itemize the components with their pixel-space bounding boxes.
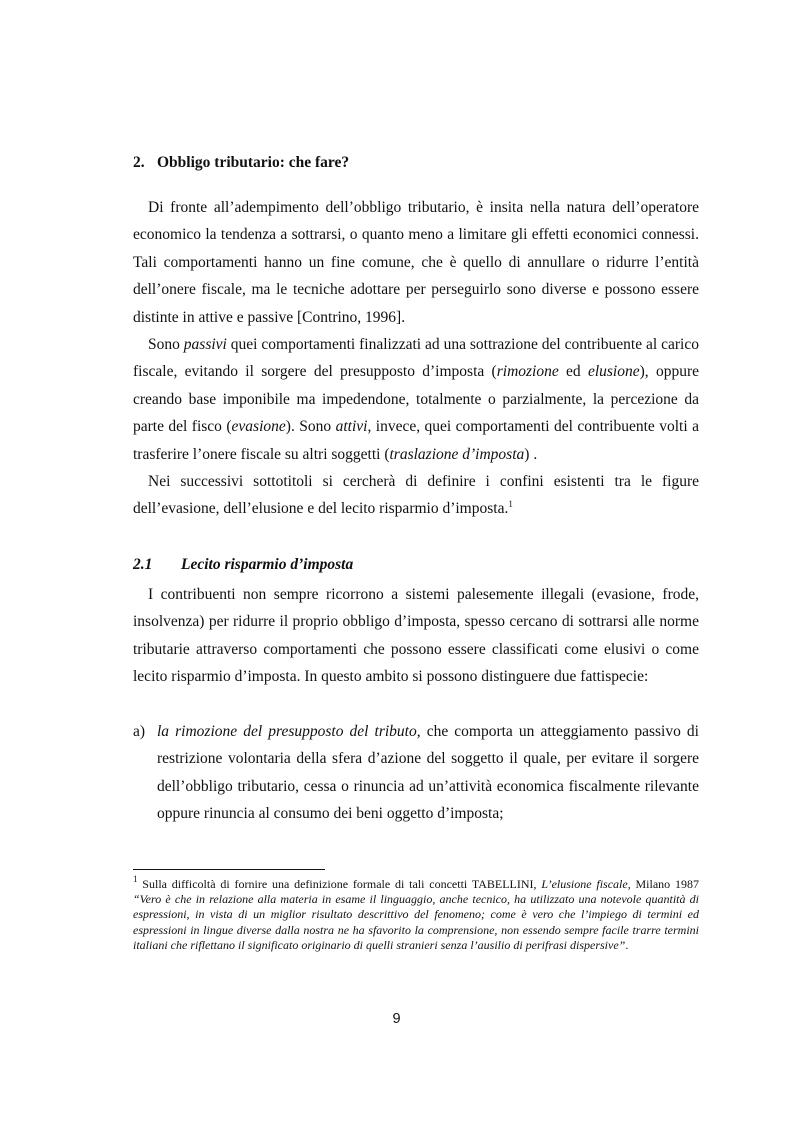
subsection-heading: [133, 555, 353, 575]
footnote-text: Sulla difficoltà di fornire una definizione formale di tali concetti TABELLINI,: [137, 877, 542, 891]
paragraph-4: I contribuenti non sempre ricorrono a sistemi palesemente illegali (evasione, frode, insolvenza) per ridurre il proprio obbligo d’imposta, spesso cercano di sottrarsi alle norme tributarie attraverso comportamenti che possono essere classificati come elusivi o come lecito risparmio d’imposta. In questo ambito si possono distinguere due fattispecie:: [133, 586, 699, 686]
fattispecie-list: [133, 718, 699, 828]
list-item: [133, 718, 699, 828]
paragraph-3: [133, 468, 699, 523]
p2-text: ) .: [524, 445, 538, 463]
p2-emphasis-evasione: evasione: [231, 418, 286, 436]
footnote-number: 1: [133, 874, 138, 884]
p2-emphasis-attivi: attivi: [335, 418, 368, 436]
paragraph-2: [133, 331, 699, 468]
footnote-end: .: [625, 937, 629, 952]
subsection-number: 2.1: [133, 556, 153, 573]
footnote: [133, 874, 699, 953]
p2-emphasis-rimozione: rimozione: [496, 363, 559, 381]
p2-text: quei comportamenti finalizzati ad una sottrazione del contribuente al carico fiscale, evitando il sorgere del presupposto d’imposta (: [133, 336, 699, 381]
footnote-quote: “Vero è che in relazione alla materia in esame il linguaggio, anche tecnico, ha utilizzato una notevole quantità di espressioni, in vista di un miglior risultato descrittivo del fenomeno; come è vero che l’impiego di termini ed espressioni in lingue diverse dalla nostra ne ha sfavorito la comprensione, non essendo sempre facile trarre termini italiani che riflettano il significato originario di quelli stranieri senza l’ausilio di perifrasi dispersive”: [133, 892, 699, 952]
footnote-separator: [133, 869, 325, 870]
section-heading: [133, 153, 349, 173]
p2-emphasis-elusione: elusione: [587, 363, 640, 381]
list-marker: a): [133, 723, 146, 740]
p2-text: Sono: [148, 336, 184, 354]
p2-text: ), oppure creando base imponibile ma impedendone, totalmente o parzialmente, la percezione da parte del fisco (: [133, 363, 699, 436]
subsection-body: [133, 581, 699, 691]
section-number: 2.: [133, 154, 145, 171]
paragraph-1: Di fronte all’adempimento dell’obbligo tributario, è insita nella natura dell’operatore economico la tendenza a sottrarsi, o quanto meno a limitare gli effetti economici connessi. Tali comportamenti hanno un fine comune, che è quello di annullare o ridurre l’entità dell’onere fiscale, ma le tecniche adottare per perseguirlo sono diverse e possono essere distinte in attive e passive [Contrino, 1996].: [133, 199, 699, 326]
subsection-title: Lecito risparmio d’imposta: [181, 556, 354, 573]
footnote-source-title: L’elusione fiscale: [541, 877, 628, 891]
p2-text: , invece, quei comportamenti del contribuente volti a trasferire l’onere fiscale su altri soggetti (: [133, 418, 699, 463]
footnote-text-after: , Milano 1987: [627, 877, 699, 891]
p2-text: ). Sono: [285, 418, 336, 436]
list-item-emphasis: la rimozione del presupposto del tributo: [157, 723, 417, 740]
p3-text: Nei successivi sottotitoli si cercherà di definire i confini esistenti tra le figure dell’evasione, dell’elusione e del lecito risparmio d’imposta.: [133, 473, 699, 518]
page-number: 9: [392, 1011, 401, 1027]
p2-emphasis-traslazione: traslazione d’imposta: [389, 445, 525, 463]
section-title: Obbligo tributario: che fare?: [157, 154, 350, 171]
section-body: [133, 194, 699, 523]
footnote-reference: 1: [508, 499, 513, 510]
p2-emphasis-passivi: passivi: [183, 336, 227, 354]
p2-text: ed: [558, 363, 588, 381]
list-item-text: , che comporta un atteggiamento passivo di restrizione volontaria della sfera d’azione del soggetto il quale, per evitare il sorgere dell’obbligo tributario, cessa o rinuncia ad un’attività economica fiscalmente rilevante oppure rinuncia al consumo dei beni oggetto d’imposta;: [157, 723, 699, 823]
